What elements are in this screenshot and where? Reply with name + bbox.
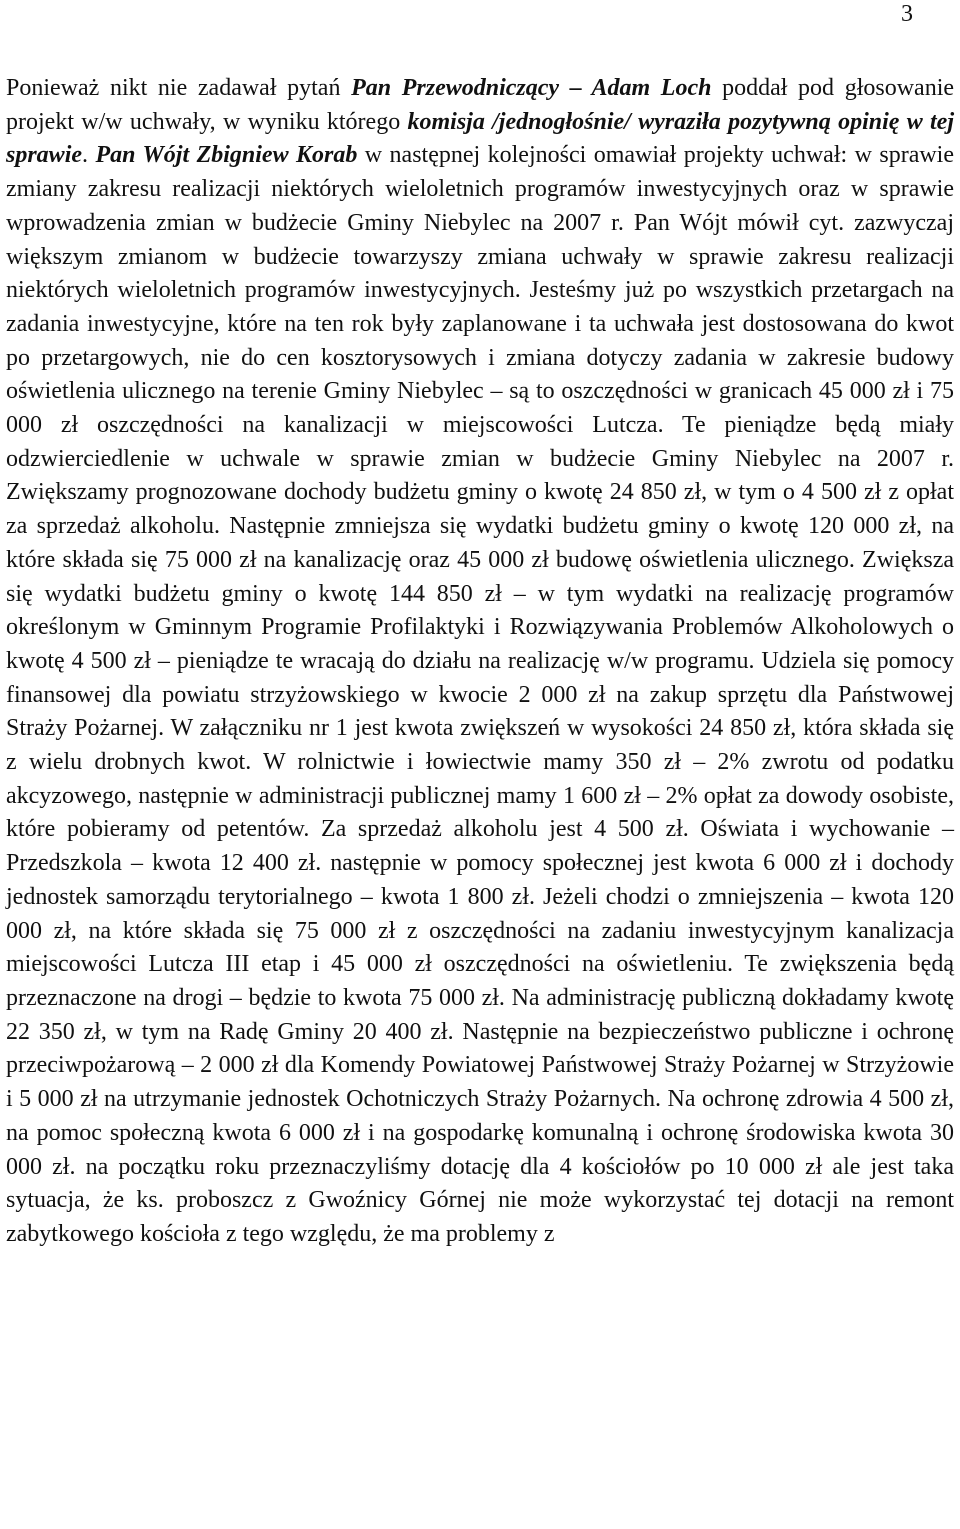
- text-segment: .: [82, 142, 96, 169]
- text-segment: w następnej kolejności omawiał projekty uchwał: w sprawie zmiany zakresu realizacji niektórych wieloletnich programów inwestycyjnych oraz w sprawie wprowadzenia zmian w budżecie Gminy Niebylec na 2007 r. Pan Wójt mówił cyt. zazwyczaj większym zmianom w budżecie towarzyszy zmiana uchwały w sprawie zakresu realizacji niektórych wieloletnich programów inwestycyjnych. Jesteśmy już po wszystkich przetargach na zadania inwestycyjne, które na ten rok były zaplanowane i ta uchwała jest dostosowana do kwot po przetargowych, nie do cen kosztorysowych i zmiana dotyczy zadania w zakresie budowy oświetlenia ulicznego na terenie Gminy Niebylec – są to oszczędności w granicach 45 000 zł i 75 000 zł oszczędności na kanalizacji w miejscowości Lutcza. Te pieniądze będą miały odzwierciedlenie w uchwale w sprawie zmian w budżecie Gminy Niebylec na 2007 r. Zwiększamy prognozowane dochody budżetu gminy o kwotę 24 850 zł, w tym o 4 500 zł z opłat za sprzedaż alkoholu. Następnie zmniejsza się wydatki budżetu gminy o kwotę 120 000 zł, na które składa się 75 000 zł na kanalizację oraz 45 000 zł budowę oświetlenia ulicznego. Zwiększa się wydatki budżetu gminy o kwotę 144 850 zł – w tym wydatki na realizację programów określonym w Gminnym Programie Profilaktyki i Rozwiązywania Problemów Alkoholowych o kwotę 4 500 zł – pieniądze te wracają do działu na realizację w/w programu. Udziela się pomocy finansowej dla powiatu strzyżowskiego w kwocie 2 000 zł na zakup sprzętu dla Państwowej Straży Pożarnej. W załączniku nr 1 jest kwota zwiększeń w wysokości 24 850 zł, która składa się z wielu drobnych kwot. W rolnictwie i łowiectwie mamy 350 zł – 2% zwrotu od podatku akcyzowego, następnie w administracji publicznej mamy 1 600 zł – 2% opłat za dowody osobiste, które pobieramy od petentów. Za sprzedaż alkoholu jest 4 500 zł. Oświata i wychowanie – Przedszkola – kwota 12 400 zł. następnie w pomocy społecznej jest kwota 6 000 zł i dochody jednostek samorządu terytorialnego – kwota 1 800 zł. Jeżeli chodzi o zmniejszenia – kwota 120 000 zł, na które składa się 75 000 zł z oszczędności na zadaniu inwestycyjnym kanalizacja miejscowości Lutcza III etap i 45 000 zł oszczędności na oświetleniu. Te zwiększenia będą przeznaczone na drogi – będzie to kwota 75 000 zł. Na administrację publiczną dokładamy kwotę 22 350 zł, w tym na Radę Gminy 20 400 zł. Następnie na bezpieczeństwo publiczne i ochronę przeciwpożarową – 2 000 zł dla Komendy Powiatowej Państwowej Straży Pożarnej w Strzyżowie i 5 000 zł na utrzymanie jednostek Ochotniczych Straży Pożarnych. Na ochronę zdrowia 4 500 zł, na pomoc społeczną kwota 6 000 zł i na gospodarkę komunalną i ochronę środowiska kwota 30 000 zł. na początku roku przeznaczyliśmy dotację dla 4 kościołów po 10 000 zł ale jest taka sytuacja, że ks. proboszcz z Gwoźnicy Górnej nie może wykorzystać tej dotacji na remont zabytkowego kościoła z tego względu, że ma problemy z: [6, 142, 954, 1247]
- committee-opinion-emphasis: komisja /jednogłośnie/ wyraziła pozytywną opinię w tej sprawie: [6, 108, 954, 169]
- text-segment: poddał pod głosowanie projekt w/w uchwały, w wyniku którego: [6, 75, 955, 135]
- body-paragraph: [6, 72, 954, 1252]
- text-segment: Ponieważ nikt nie zadawał pytań: [6, 75, 352, 101]
- chair-name-emphasis: Pan Przewodniczący – Adam Loch: [351, 75, 712, 101]
- mayor-name-emphasis: Pan Wójt Zbigniew Korab: [95, 142, 358, 169]
- page-number: 3: [901, 1, 913, 27]
